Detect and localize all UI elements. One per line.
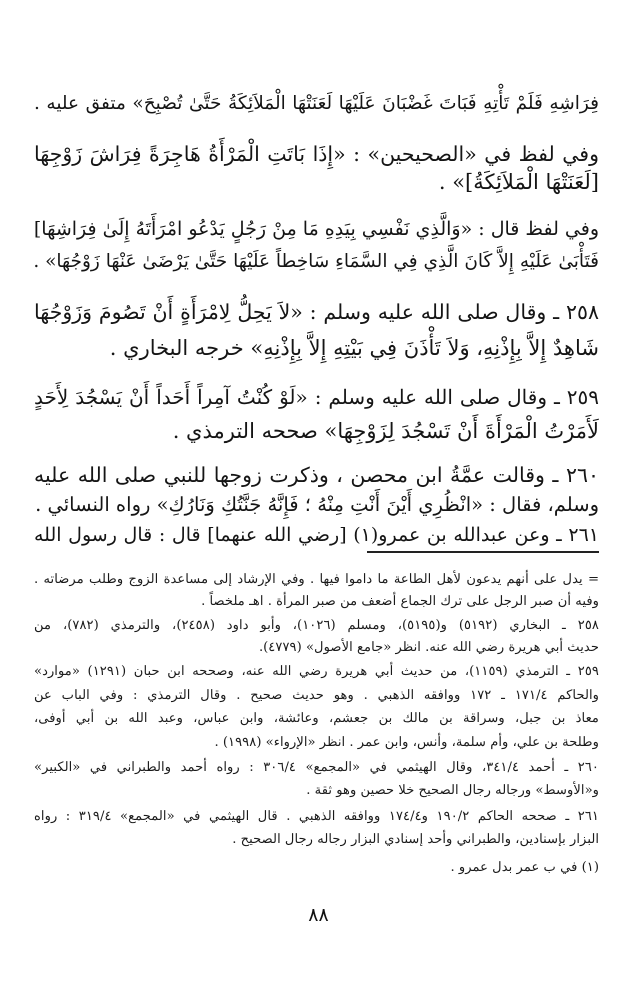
body-line-8: ٢٥٩ ـ وقال صلى الله عليه وسلم : «لَوْ كُنْتُ آمِراً أَحَداً أَنْ يَسْجُدَ لِأَحَدٍ bbox=[34, 385, 599, 409]
body-line-10: ٢٦٠ ـ وقالت عمَّةُ ابن محصن ، وذكرت زوجها للنبي صلى الله عليه bbox=[34, 463, 599, 487]
footnote-line-13: (١) في ب عمر بدل عمرو . bbox=[450, 860, 599, 875]
footnote-line-9: ٢٦٠ ـ أحمد ٣٤١/٤، وقال الهيثمي في «المجمع» ٣٠٦/٤ : رواه أحمد والطبراني في «الكبير» bbox=[34, 760, 600, 775]
footnote-line-3: ٢٥٨ ـ البخاري (٥١٩٢) و(٥١٩٥)، ومسلم (١٠٢٦)، وأبو داود (٢٤٥٨)، والترمذي (٧٨٢)، من bbox=[34, 618, 600, 633]
footnote-line-6: والحاكم ١٧١/٤ ـ ١٧٢ ووافقه الذهبي . وهو حديث صحيح . وقال الترمذي : وفي الباب عن bbox=[34, 688, 600, 703]
body-line-9: لَأَمَرْتُ الْمَرْأَةَ أَنْ تَسْجُدَ لِزَوْجِهَا» صححه الترمذي . bbox=[172, 419, 599, 443]
body-line-5: فَتَأْبَىٰ عَلَيْهِ إِلاَّ كَانَ الَّذِي فِي السَّمَاءِ سَاخِطاً عَلَيْهَا حَتَّىٰ يَرْضَىٰ عَنْهَا زَوْجُهَا» . bbox=[33, 251, 599, 272]
body-line-6: ٢٥٨ ـ وقال صلى الله عليه وسلم : «لاَ يَحِلُّ لِامْرَأَةٍ أَنْ تَصُومَ وَزَوْجُهَا bbox=[34, 300, 599, 324]
footnote-line-8: وطلحة بن علي، وأم سلمة، وأنس، وابن عمر . انظر «الإرواء» (١٩٩٨) . bbox=[214, 735, 599, 750]
footnote-line-5: ٢٥٩ ـ الترمذي (١١٥٩)، من حديث أبي هريرة رضي الله عنه، وصححه ابن حبان (١٢٩١) «موارد» bbox=[34, 664, 599, 679]
footnote-line-1: = يدل على أنهم يدعون لأهل الطاعة ما داموا فيها . وفي الإرشاد إلى مساعدة الزوج وطلب مرضاته . bbox=[34, 572, 599, 587]
body-line-7: شَاهِدٌ إِلاَّ بِإِذْنِهِ، وَلاَ تَأْذَنَ فِي بَيْتِهِ إِلاَّ بِإِذْنِهِ» خرجه البخاري . bbox=[109, 336, 599, 360]
body-line-12: ٢٦١ ـ وعن عبدالله بن عمرو(١) [رضي الله عنهما] قال : قال رسول الله bbox=[34, 524, 599, 546]
page-number: ٨٨ bbox=[308, 904, 329, 926]
footnote-line-4: حديث أبي هريرة رضي الله عنه. انظر «جامع الأصول» (٤٧٧٩). bbox=[258, 640, 599, 655]
body-line-3: [لَعَنَتْهَا الْمَلاَئِكَةُ]» . bbox=[438, 170, 599, 194]
body-line-4: وفي لفظ قال : «وَالَّذِي نَفْسِي بِيَدِهِ مَا مِنْ رَجُلٍ يَدْعُو امْرَأَتَهُ إِلَىٰ فِرَاشِهَا] bbox=[33, 218, 599, 240]
footnote-line-10: و«الأوسط» ورجاله رجال الصحيح خلا حصين وهو ثقة . bbox=[306, 783, 599, 798]
body-line-11: وسلم، فقال : «انْظُرِي أَيْنَ أَنْتِ مِنْهُ ؛ فَإِنَّهُ جَنَّتُكِ وَنَارُكِ» رواه النسائي . bbox=[35, 493, 599, 516]
footnote-line-11: ٢٦١ ـ صححه الحاكم ١٩٠/٢ و١٧٤/٤ ووافقه الذهبي . قال الهيثمي في «المجمع» ٣١٩/٤ : رواه bbox=[34, 809, 599, 824]
body-line-2: وفي لفظ في «الصحيحين» : «إِذَا بَاتَتِ الْمَرْأَةُ هَاجِرَةً فِرَاشَ زَوْجِهَا bbox=[34, 142, 599, 166]
body-line-1: فِرَاشِهِ فَلَمْ تَأْتِهِ فَبَاتَ غَضْبَانَ عَلَيْهَا لَعَنَتْهَا الْمَلاَئِكَةُ حَتَّىٰ تُصْبِحَ» متفق عليه . bbox=[34, 93, 599, 114]
footnote-line-12: البزار بإسنادين، والطبراني وأحد إسنادي البزار رجاله رجال الصحيح . bbox=[232, 832, 599, 847]
footnote-line-2: وفيه أن صبر الرجل على ترك الجماع أضعف من صبر المرأة . اهـ ملخصاً . bbox=[201, 594, 599, 609]
footnote-line-7: معاذ بن جبل، وسراقة بن مالك بن جعشم، وعائشة، وابن عباس، وعبد الله بن أبي أوفى، bbox=[34, 711, 599, 726]
footnote-separator bbox=[367, 551, 599, 553]
